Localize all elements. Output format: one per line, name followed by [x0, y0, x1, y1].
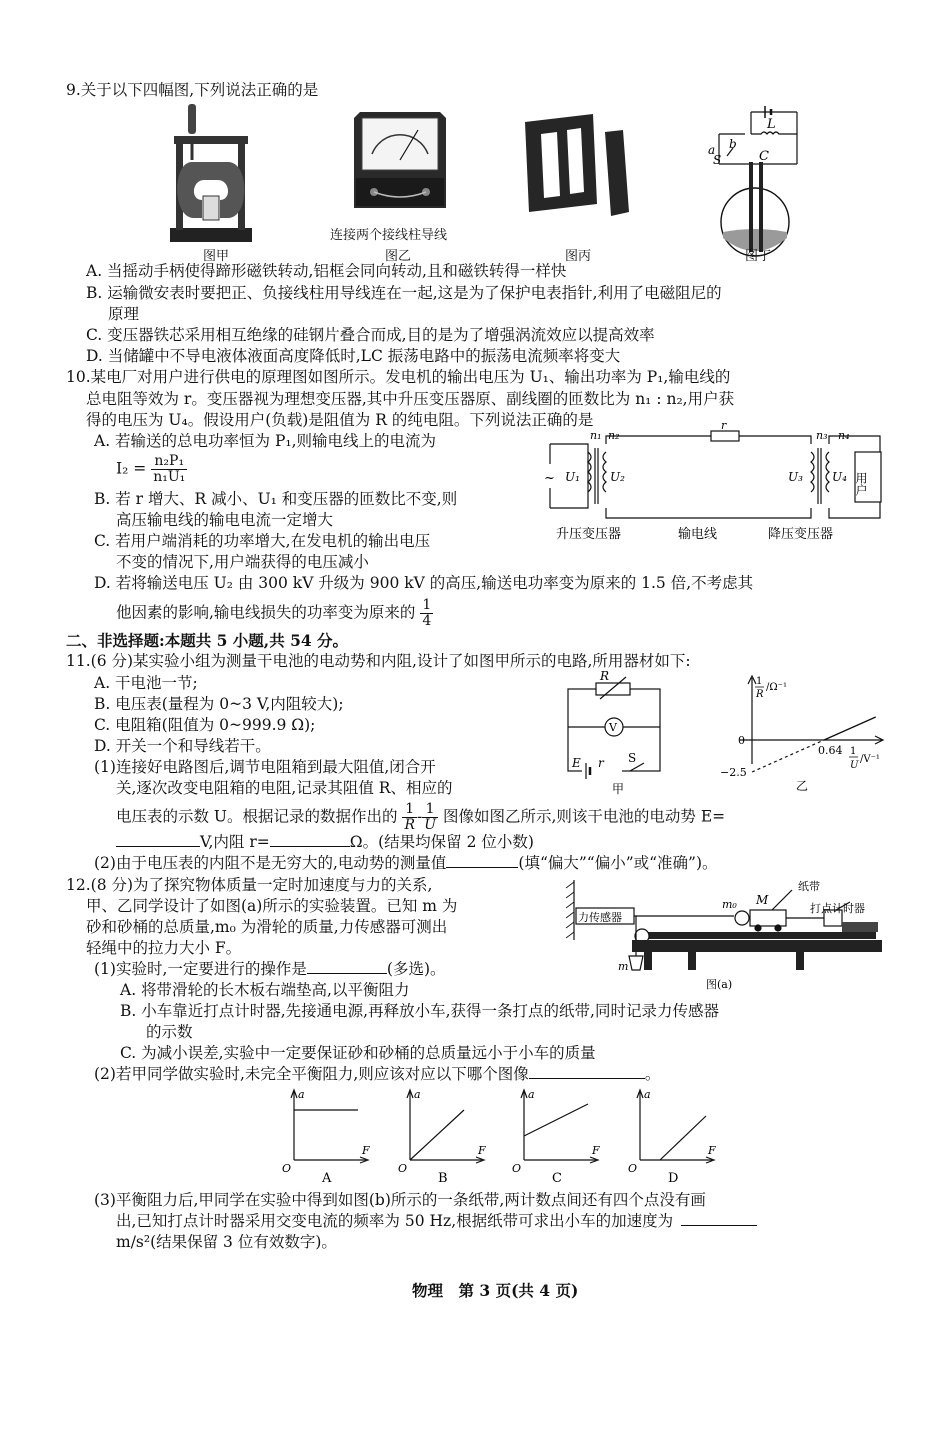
q12-graph-c-origin: O: [512, 1162, 522, 1175]
q11-stem: 11.(6 分)某实验小组为测量干电池的电动势和内阻,设计了如图甲所示的电路,所用器材如下:: [66, 652, 691, 670]
q12-graph-c: [510, 1086, 602, 1186]
q11-graph-y-intercept: −2.5: [720, 766, 747, 779]
q12-graph-b-label: B: [438, 1171, 448, 1186]
q12-stem-line1: 12.(8 分)为了探究物体质量一定时加速度与力的关系,: [66, 876, 433, 894]
q11-caption-jia: 甲: [612, 782, 625, 796]
q11-voltmeter-icon: V: [609, 721, 617, 734]
q12-M-label: M: [756, 893, 769, 907]
q12-m-label: m: [618, 960, 629, 973]
q11-graph-origin: 0: [738, 734, 745, 747]
q12-option-c: C. 为减小误差,实验中一定要保证砂和砂桶的总质量远小于小车的质量: [120, 1044, 596, 1062]
q12-stem-line4: 轻绳中的拉力大小 F。: [86, 939, 242, 957]
q12-part1-text-a: (1)实验时,一定要进行的操作是: [94, 960, 307, 978]
fig-yi-caption: 图乙: [385, 249, 412, 264]
fig-bing-core-image: [505, 112, 635, 222]
q11-part2-answer-blank[interactable]: [446, 853, 518, 868]
q12-graph-d: [626, 1086, 718, 1186]
q11-part1-line1: (1)连接好电路图后,调节电阻箱到最大阻值,闭合开: [94, 758, 436, 776]
q11-frac-1-den: R: [404, 817, 415, 833]
q11-frac-2-den: U: [424, 817, 437, 833]
q11-frac-2-num: 1: [422, 802, 438, 818]
q12-part3-answer-blank[interactable]: [681, 1211, 757, 1226]
section-2-heading: 二、非选择题:本题共 5 小题,共 54 分。: [66, 631, 349, 650]
q10-option-b-cont: 高压输电线的输电电流一定增大: [116, 511, 334, 529]
q12-part3-line1: (3)平衡阻力后,甲同学在实验中得到如图(b)所示的一条纸带,两计数点间还有四个点没有画: [94, 1191, 706, 1209]
q11-graph-ylabel-num: 1: [756, 676, 763, 687]
q12-graph-a-xlabel: F: [362, 1144, 370, 1157]
q12-option-b-cont: 的示数: [146, 1023, 193, 1041]
q12-part3-text: 出,已知打点计时器采用交变电流的频率为 50 Hz,根据纸带可求出小车的加速度为: [116, 1212, 674, 1230]
q11-r-answer-blank[interactable]: [270, 832, 350, 847]
q10-option-a: A. 若输送的总电功率恒为 P₁,则输电线上的电流为: [94, 432, 437, 450]
q11-label-r: r: [598, 756, 604, 770]
q11-caption-yi: 乙: [796, 779, 809, 793]
q12-m0-label: m₀: [722, 898, 737, 911]
q11-item-b: B. 电压表(量程为 0~3 V,内阻较大);: [94, 695, 344, 713]
q9-option-b-cont: 原理: [108, 305, 140, 323]
fig-ding-lc-circuit: [705, 104, 805, 264]
fig-ding-label-a: a: [708, 143, 716, 157]
fig-ding-caption: 图丁: [745, 249, 772, 264]
q10-label-n1: n₁: [590, 429, 602, 442]
q10-formula-lhs: I₂ =: [116, 459, 147, 478]
page-footer: 物理 第 3 页(共 4 页): [412, 1281, 579, 1300]
q10-label-r: r: [721, 419, 727, 432]
q12-graph-c-label: C: [552, 1171, 562, 1186]
q12-graph-b-origin: O: [398, 1162, 408, 1175]
q12-force-sensor-label: 力传感器: [578, 911, 622, 924]
q11-label-R: R: [600, 669, 610, 683]
q10-option-d: D. 若将输送电压 U₂ 由 300 kV 升级为 900 kV 的高压,输送电功率变为原来的 1.5 倍,不考虑其: [94, 574, 754, 592]
fig-ding-label-C: C: [759, 149, 769, 164]
q12-graph-a-label: A: [322, 1171, 332, 1186]
q12-graph-c-xlabel: F: [592, 1144, 600, 1157]
q12-graph-c-ylabel: a: [528, 1088, 535, 1101]
q12-timer-label: 打点计时器: [810, 902, 865, 915]
q12-part3-line2: [116, 1211, 757, 1232]
q9-option-d: D. 当储罐中不导电液体液面高度降低时,LC 振荡电路中的振荡电流频率将变大: [86, 347, 621, 365]
q9-option-a: A. 当摇动手柄使得蹄形磁铁转动,铝框会同向转动,且和磁铁转得一样快: [86, 262, 567, 280]
q11-label-E: E: [572, 756, 581, 770]
q10-stem-line2: 总电阻等效为 r。变压器视为理想变压器,其中升压变压器原、副线圈的匝数比为 n₁ : n₂,用户获: [86, 390, 735, 408]
q11-part1-text-b: 图像如图乙所示,则该干电池的电动势 E=: [442, 807, 726, 826]
q10-option-c: C. 若用户端消耗的功率增大,在发电机的输出电压: [94, 532, 431, 550]
q11-item-c: C. 电阻箱(阻值为 0~999.9 Ω);: [94, 716, 316, 734]
q11-frac-1-over-U: [422, 802, 438, 833]
q10-label-n3: n₃: [816, 429, 828, 442]
q10-transmission-diagram: [538, 419, 888, 544]
q10-option-d-cont: [116, 598, 433, 629]
fig-ding-label-L: L: [767, 117, 776, 132]
q12-stem-line3: 砂和砂桶的总质量,m₀ 为滑轮的质量,力传感器可测出: [86, 918, 448, 936]
q12-part1-answer-blank[interactable]: [307, 959, 387, 974]
q9-stem: 9.关于以下四幅图,下列说法正确的是: [66, 81, 319, 99]
q11-graph-xlabel-num: 1: [850, 746, 857, 757]
q11-circuit-jia: [560, 667, 670, 795]
q10-option-d-denominator: 4: [422, 613, 432, 629]
q11-part1-line2: 关,逐次改变电阻箱的电阻,记录其阻值 R、相应的: [116, 779, 453, 797]
q12-tape-label: 纸带: [798, 880, 820, 893]
q9-option-b: B. 运输微安表时要把正、负接线柱用导线连在一起,这是为了保护电表指针,利用了电磁阻尼的: [86, 284, 722, 302]
q11-part2: [94, 853, 718, 874]
fig-ding-label-S: S: [713, 153, 722, 167]
q12-part2-text-a: (2)若甲同学做实验时,未完全平衡阻力,则应该对应以下哪个图像: [94, 1065, 529, 1083]
q10-formula-fraction: [151, 454, 187, 485]
q11-graph-x-intercept: 0.64: [818, 744, 843, 757]
q11-graph-dashed-segment: [752, 740, 824, 772]
q11-graph-yi: [720, 672, 900, 794]
q10-user-label: 用户: [854, 472, 868, 496]
q10-stem-line3: 得的电压为 U₄。假设用户(负载)是阻值为 R 的纯电阻。下列说法正确的是: [86, 411, 594, 429]
q10-caption-line: 输电线: [678, 527, 718, 542]
q10-option-b: B. 若 r 增大、R 减小、U₁ 和变压器的匝数比不变,则: [94, 490, 458, 508]
q10-caption-step-up: 升压变压器: [556, 527, 622, 542]
q12-part2: [94, 1064, 660, 1085]
fig-yi-meter-image: [350, 108, 450, 218]
q10-label-U1: U₁: [565, 470, 580, 484]
q12-fig-a-caption: 图(a): [706, 978, 733, 991]
q12-part2-text-b: 。: [644, 1065, 661, 1083]
q11-frac-1-num: 1: [402, 802, 417, 818]
q9-option-c: C. 变压器铁芯采用相互绝缘的硅钢片叠合而成,目的是为了增强涡流效应以提高效率: [86, 326, 655, 344]
q11-part1-line4: [116, 832, 534, 853]
fig-jia-magnet-image: [170, 100, 252, 245]
q12-graph-d-ylabel: a: [644, 1088, 651, 1101]
q10-option-d-text: 他因素的影响,输电线损失的功率变为原来的: [116, 603, 416, 622]
q10-label-U2: U₂: [610, 470, 625, 484]
q10-caption-step-down: 降压变压器: [768, 527, 834, 542]
q10-label-U4: U₄: [832, 470, 847, 484]
q11-label-S: S: [628, 751, 637, 765]
q12-graph-a-origin: O: [282, 1162, 292, 1175]
q11-emf-answer-blank[interactable]: [116, 832, 200, 847]
q10-option-d-numerator: 1: [422, 597, 432, 613]
q11-graph-line: [824, 717, 876, 740]
q10-formula-numerator: n₂P₁: [151, 454, 187, 470]
q12-part2-answer-blank[interactable]: [529, 1064, 645, 1079]
q11-part2-text-b: (填“偏大”“偏小”或“准确”)。: [518, 854, 718, 872]
q12-part1-text-b: (多选)。: [386, 960, 446, 978]
q10-label-n2: n₂: [608, 429, 620, 442]
q12-option-a: A. 将带滑轮的长木板右端垫高,以平衡阻力: [120, 981, 410, 999]
q11-frac-1-over-R: [402, 802, 417, 833]
q12-graph-b-xlabel: F: [478, 1144, 486, 1157]
q10-option-c-cont: 不变的情况下,用户端获得的电压减小: [116, 553, 369, 571]
q11-part1-line3: [116, 802, 725, 833]
q12-graph-a: [280, 1086, 372, 1186]
q12-graph-d-origin: O: [628, 1162, 638, 1175]
q12-graph-a-ylabel: a: [298, 1088, 305, 1101]
q10-label-n4: n₄: [838, 429, 850, 442]
q12-stem-line2: 甲、乙同学设计了如图(a)所示的实验装置。已知 m 为: [86, 897, 458, 915]
q10-label-U3: U₃: [788, 470, 803, 484]
q10-stem-line1: 10.某电厂对用户进行供电的原理图如图所示。发电机的输出电压为 U₁、输出功率为 P₁,输电线的: [66, 368, 731, 386]
q12-option-b: B. 小车靠近打点计时器,先接通电源,再释放小车,获得一条打点的纸带,同时记录力传感器: [120, 1002, 719, 1020]
q11-dash: -: [416, 807, 423, 826]
q12-part1: [94, 959, 446, 980]
q10-formula-denominator: n₁U₁: [153, 469, 186, 485]
q12-part3-line3: m/s²(结果保留 3 位有效数字)。: [116, 1233, 337, 1251]
q11-part1-text-c: V,内阻 r=: [200, 833, 270, 851]
fig-bing-caption: 图丙: [565, 249, 592, 264]
q11-graph-yunit: /Ω⁻¹: [766, 682, 787, 693]
q10-option-d-fraction: [420, 598, 433, 629]
q12-graph-b-ylabel: a: [414, 1088, 421, 1101]
q11-graph-xlabel-den: U: [850, 760, 859, 771]
q11-item-a: A. 干电池一节;: [94, 674, 198, 692]
fig-ding-label-b: b: [729, 137, 737, 151]
q12-graph-b: [396, 1086, 488, 1186]
q10-option-a-formula: [116, 454, 187, 485]
q12-apparatus-figure: [566, 880, 886, 1020]
q11-part2-text-a: (2)由于电压表的内阻不是无穷大的,电动势的测量值: [94, 854, 447, 872]
q11-graph-xunit: /V⁻¹: [860, 754, 880, 765]
q12-graph-d-label: D: [668, 1171, 679, 1186]
q11-item-d: D. 开关一个和导线若干。: [94, 737, 271, 755]
q11-graph-ylabel-den: R: [756, 689, 764, 700]
q11-part1-text-d: Ω。(结果均保留 2 位小数): [349, 833, 534, 851]
fig-jia-caption: 图甲: [203, 249, 230, 264]
q10-ac-source-icon: ~: [544, 471, 555, 486]
q12-graph-d-xlabel: F: [708, 1144, 716, 1157]
q11-part1-text-a: 电压表的示数 U。根据记录的数据作出的: [116, 807, 398, 826]
fig-yi-note: 连接两个接线柱导线: [330, 228, 448, 243]
